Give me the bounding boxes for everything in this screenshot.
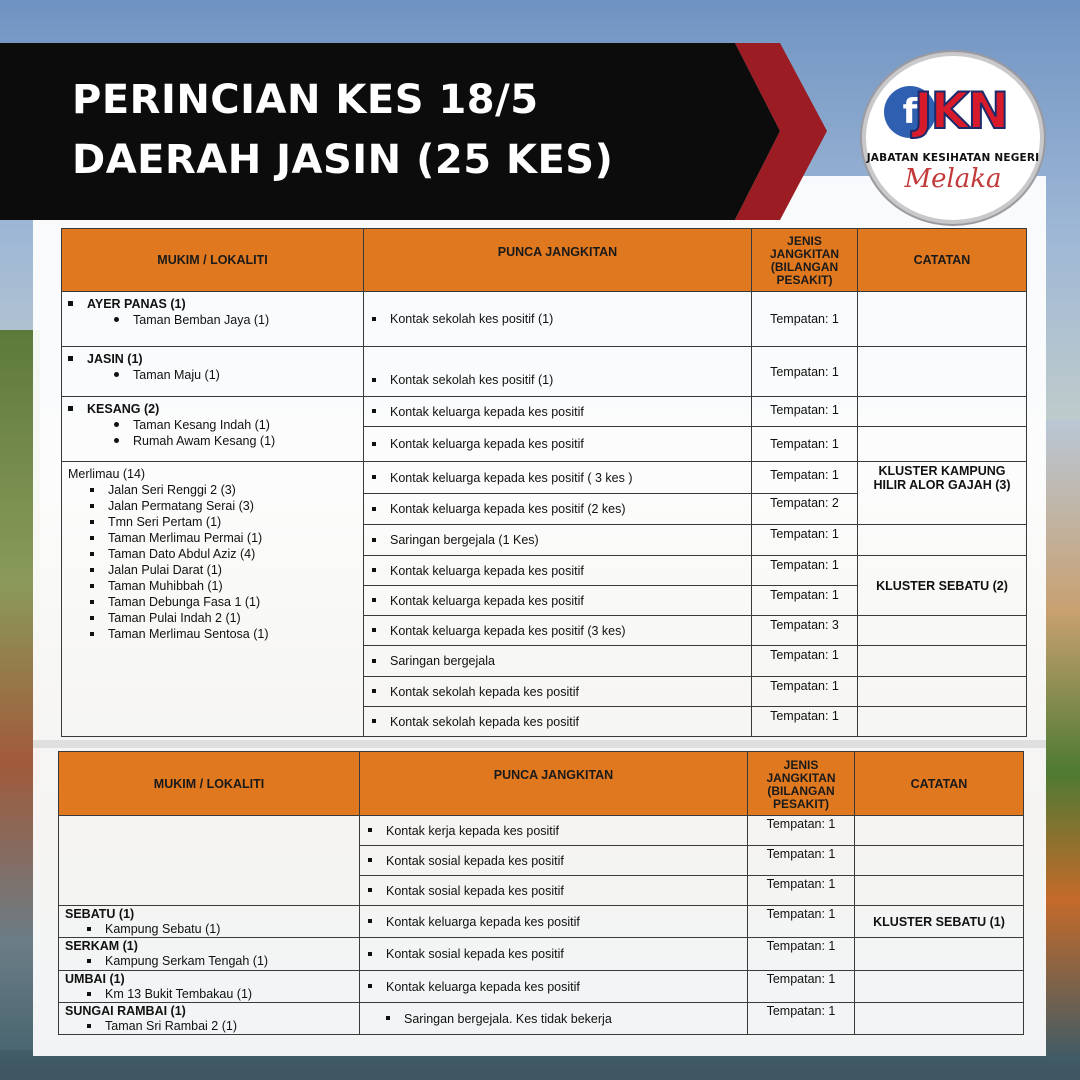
table-row [59, 1003, 1024, 1035]
jenis-cell: Tempatan: 1 [748, 938, 855, 971]
punca-cell: Kontak keluarga kepada kes positif [364, 427, 752, 462]
table-row [62, 462, 1027, 494]
header-punca: PUNCA JANGKITAN [360, 752, 748, 816]
jenis-cell: Tempatan: 1 [752, 677, 858, 707]
logo-text: JKN [914, 82, 1008, 140]
mukim-serkam: SERKAM (1) Kampung Serkam Tengah (1) [59, 938, 360, 971]
title-line-2: DAERAH JASIN (25 KES) [72, 137, 614, 183]
jenis-cell: Tempatan: 3 [752, 616, 858, 646]
title-line-1: PERINCIAN KES 18/5 [72, 77, 539, 123]
jenis-cell: Tempatan: 1 [752, 427, 858, 462]
catatan-cell [858, 677, 1027, 707]
table-row [62, 347, 1027, 397]
table-row [59, 971, 1024, 1003]
punca-cell: Saringan bergejala (1 Kes) [364, 525, 752, 556]
punca-cell: Kontak sosial kepada kes positif [360, 876, 748, 906]
mukim-merlimau: Merlimau (14) Jalan Seri Renggi 2 (3) Jalan Permatang Serai (3) Tmn Seri Pertam (1) Taman Merlimau Permai (1) Taman Dato Abdul Aziz (4) Jalan Pulai Darat (1) Taman Muhibbah (1) Taman Debunga Fasa 1 (1) Taman Pulai Indah 2 (1) Taman Merlimau Sentosa (1) [62, 462, 364, 737]
jenis-cell: Tempatan: 1 [752, 347, 858, 397]
catatan-cell [855, 816, 1024, 846]
jenis-cell: Tempatan: 1 [748, 846, 855, 876]
jenis-cell: Tempatan: 1 [748, 876, 855, 906]
table-row [59, 938, 1024, 971]
punca-cell: Kontak sekolah kepada kes positif [364, 707, 752, 737]
page-divider [33, 740, 1046, 748]
jenis-cell: Tempatan: 1 [748, 971, 855, 1003]
catatan-kluster-sebatu: KLUSTER SEBATU (2) [858, 556, 1027, 616]
table-header-row [62, 229, 1027, 292]
table-header-row [59, 752, 1024, 816]
mukim-empty-cell [59, 816, 360, 906]
jenis-cell: Tempatan: 1 [752, 397, 858, 427]
logo-script: Melaka [904, 164, 1002, 194]
table-row [62, 397, 1027, 427]
catatan-cell [858, 616, 1027, 646]
background-scenery-right [1044, 420, 1080, 1060]
cases-table-2 [58, 751, 1024, 1035]
punca-cell: Kontak sekolah kes positif (1) [364, 347, 752, 397]
catatan-cell [855, 1003, 1024, 1035]
mukim-sebatu: SEBATU (1) Kampung Sebatu (1) [59, 906, 360, 938]
jenis-cell: Tempatan: 1 [748, 1003, 855, 1035]
mukim-umbai: UMBAI (1) Km 13 Bukit Tembakau (1) [59, 971, 360, 1003]
punca-cell: Kontak keluarga kepada kes positif (3 kes) [364, 616, 752, 646]
header-jenis: JENIS JANGKITAN (BILANGAN PESAKIT) [748, 752, 855, 816]
jenis-cell: Tempatan: 1 [748, 816, 855, 846]
punca-cell: Kontak keluarga kepada kes positif (2 kes) [364, 494, 752, 525]
jenis-cell: Tempatan: 1 [752, 586, 858, 616]
punca-cell: Kontak sekolah kes positif (1) [364, 292, 752, 347]
punca-cell: Kontak keluarga kepada kes positif [364, 556, 752, 586]
catatan-cell [858, 397, 1027, 427]
punca-cell: Kontak keluarga kepada kes positif [364, 586, 752, 616]
catatan-cell [858, 427, 1027, 462]
jenis-cell: Tempatan: 1 [752, 462, 858, 494]
punca-cell: Saringan bergejala [364, 646, 752, 677]
punca-cell: Kontak keluarga kepada kes positif [360, 906, 748, 938]
punca-cell: Kontak kerja kepada kes positif [360, 816, 748, 846]
catatan-kluster-sebatu: KLUSTER SEBATU (1) [855, 906, 1024, 938]
catatan-cell [855, 971, 1024, 1003]
punca-cell: Kontak sosial kepada kes positif [360, 938, 748, 971]
header-mukim: MUKIM / LOKALITI [59, 752, 360, 816]
punca-cell: Kontak keluarga kepada kes positif [360, 971, 748, 1003]
page-title [72, 70, 712, 190]
mukim-jasin: JASIN (1) Taman Maju (1) [62, 347, 364, 397]
catatan-cell [858, 707, 1027, 737]
mukim-sungai-rambai: SUNGAI RAMBAI (1) Taman Sri Rambai 2 (1) [59, 1003, 360, 1035]
catatan-kluster-kampung: KLUSTER KAMPUNG HILIR ALOR GAJAH (3) [858, 462, 1027, 525]
catatan-cell [858, 525, 1027, 556]
header-catatan: CATATAN [858, 229, 1027, 292]
catatan-cell [855, 846, 1024, 876]
jenis-cell: Tempatan: 1 [752, 707, 858, 737]
catatan-cell [858, 292, 1027, 347]
header-catatan: CATATAN [855, 752, 1024, 816]
punca-cell: Kontak keluarga kepada kes positif [364, 397, 752, 427]
catatan-cell [855, 876, 1024, 906]
header-punca: PUNCA JANGKITAN [364, 229, 752, 292]
jkn-logo [862, 52, 1044, 224]
catatan-cell [858, 646, 1027, 677]
table-row [62, 292, 1027, 347]
catatan-cell [855, 938, 1024, 971]
table-row [59, 816, 1024, 846]
jenis-cell: Tempatan: 2 [752, 494, 858, 525]
jenis-cell: Tempatan: 1 [752, 646, 858, 677]
mukim-ayer-panas: AYER PANAS (1) Taman Bemban Jaya (1) [62, 292, 364, 347]
facebook-icon: f [884, 86, 936, 138]
jenis-cell: Tempatan: 1 [752, 556, 858, 586]
jenis-cell: Tempatan: 1 [752, 525, 858, 556]
header-jenis: JENIS JANGKITAN (BILANGAN PESAKIT) [752, 229, 858, 292]
jenis-cell: Tempatan: 1 [748, 906, 855, 938]
catatan-cell [858, 347, 1027, 397]
punca-cell: Kontak keluarga kepada kes positif ( 3 kes ) [364, 462, 752, 494]
mukim-kesang: KESANG (2) Taman Kesang Indah (1) Rumah Awam Kesang (1) [62, 397, 364, 462]
header-mukim: MUKIM / LOKALITI [62, 229, 364, 292]
cases-table-1 [61, 228, 1027, 737]
table-row [59, 906, 1024, 938]
jenis-cell: Tempatan: 1 [752, 292, 858, 347]
punca-cell: Kontak sosial kepada kes positif [360, 846, 748, 876]
punca-cell: Kontak sekolah kepada kes positif [364, 677, 752, 707]
logo-subtitle: JABATAN KESIHATAN NEGERI [866, 152, 1040, 164]
punca-cell: Saringan bergejala. Kes tidak bekerja [360, 1003, 748, 1035]
